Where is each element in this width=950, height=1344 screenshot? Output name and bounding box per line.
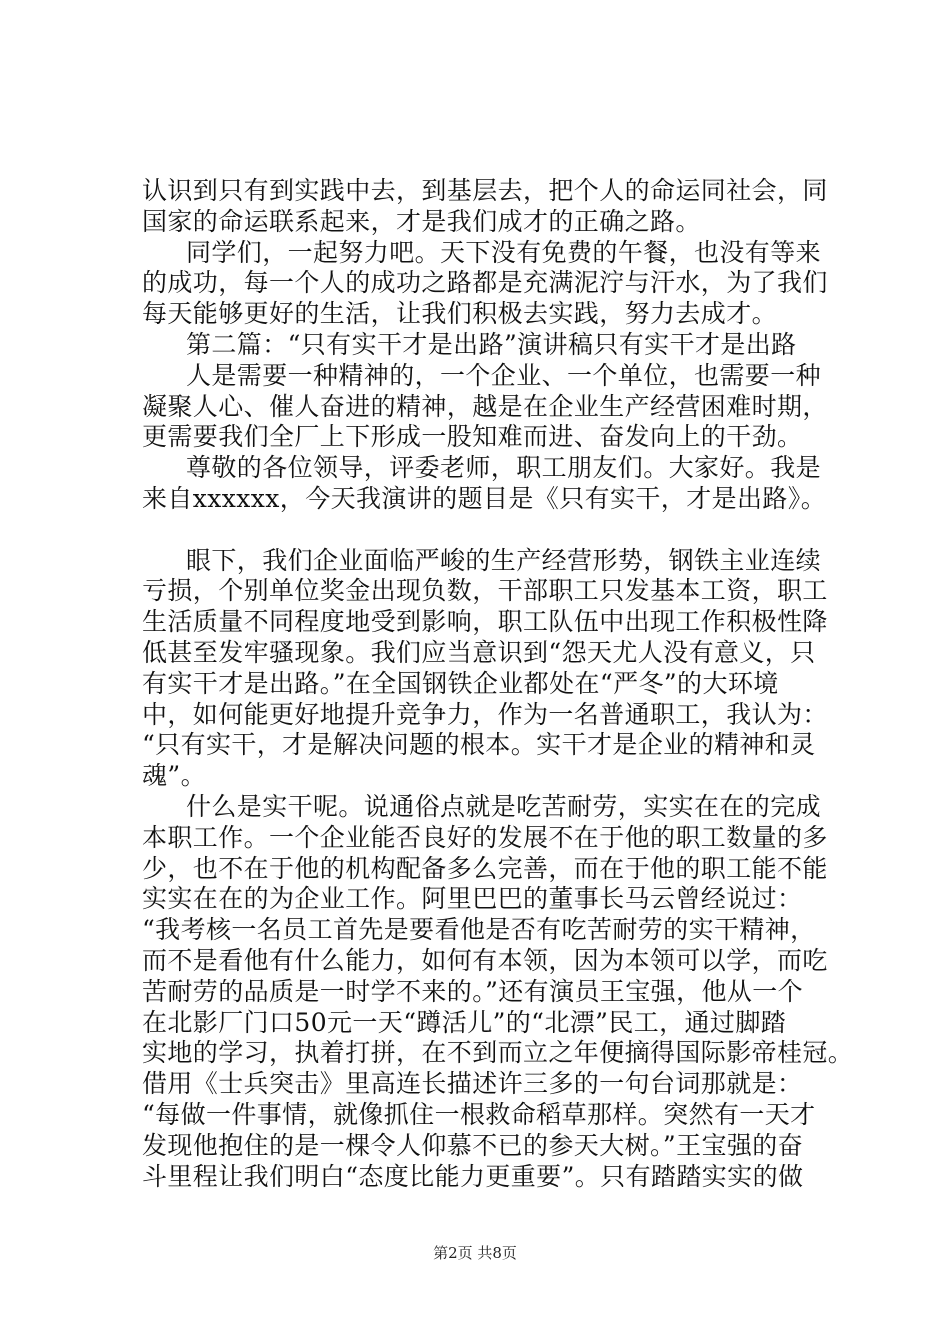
text-line: 什么是实干呢。说通俗点就是吃苦耐劳，实实在在的完成 (186, 791, 822, 821)
text-line: 魂”。 (142, 761, 206, 791)
page-number-footer: 第2页 共8页 (433, 1244, 517, 1262)
text-line: 本职工作。一个企业能否良好的发展不在于他的职工数量的多 (142, 822, 828, 852)
text-line: 生活质量不同程度地受到影响，职工队伍中出现工作积极性降 (142, 607, 828, 637)
text-line: 少，也不在于他的机构配备多么完善，而在于他的职工能不能 (142, 853, 828, 883)
text-line: 实实在在的为企业工作。阿里巴巴的董事长马云曾经说过： (142, 884, 803, 914)
text-line: “只有实干，才是解决问题的根本。实干才是企业的精神和灵 (142, 730, 816, 760)
blank-line (142, 515, 857, 546)
text-line: 而不是看他有什么能力，如何有本领，因为本领可以学，而吃 (142, 945, 828, 975)
text-line: 斗里程让我们明白“态度比能力更重要”。只有踏踏实实的做 (142, 1161, 804, 1191)
text-line: 凝聚人心、催人奋进的精神，越是在企业生产经营困难时期， (142, 391, 828, 421)
text-line: 低甚至发牢骚现象。我们应当意识到“怨天尤人没有意义，只 (142, 637, 816, 667)
text-line: 发现他抱住的是一棵令人仰慕不已的参天大树。”王宝强的奋 (142, 1130, 804, 1160)
text-line: 国家的命运联系起来，才是我们成才的正确之路。 (142, 206, 701, 236)
text-line: 眼下，我们企业面临严峻的生产经营形势，钢铁主业连续 (186, 545, 822, 575)
text-line: 有实干才是出路。”在全国钢铁企业都处在“严冬”的大环境 (142, 668, 779, 698)
text-line: 实地的学习，执着打拼，在不到而立之年便摘得国际影帝桂冠。 (142, 1038, 854, 1068)
text-line: 认识到只有到实践中去，到基层去，把个人的命运同社会，同 (142, 176, 828, 205)
text-line: 每天能够更好的生活，让我们积极去实践，努力去成才。 (142, 299, 778, 329)
text-line: 第二篇：“只有实干才是出路”演讲稿只有实干才是出路 (186, 329, 797, 359)
text-line: “我考核一名员工首先是要看他是否有吃苦耐劳的实干精神， (142, 915, 816, 945)
text-line: 尊敬的各位领导，评委老师，职工朋友们。大家好。我是 (186, 453, 822, 483)
text-line: 的成功，每一个人的成功之路都是充满泥泞与汗水，为了我们 (142, 268, 828, 298)
document-body (142, 176, 857, 1192)
text-line: 来自xxxxxx，今天我演讲的题目是《只有实干，才是出路》。 (142, 483, 827, 513)
text-line: 苦耐劳的品质是一时学不来的。”还有演员王宝强，他从一个 (142, 976, 804, 1006)
text-line: 在北影厂门口50元一天“蹲活儿”的“北漂”民工，通过脚踏 (142, 1007, 787, 1037)
text-line: “每做一件事情，就像抓住一根救命稻草那样。突然有一天才 (142, 1099, 816, 1129)
text-line: 人是需要一种精神的，一个企业、一个单位，也需要一种 (186, 360, 822, 390)
text-line: 亏损，个别单位奖金出现负数，干部职工只发基本工资，职工 (142, 576, 828, 606)
text-line: 更需要我们全厂上下形成一股知难而进、奋发向上的干劲。 (142, 422, 803, 452)
text-line: 借用《士兵突击》里高连长描述许三多的一句台词那就是： (142, 1069, 803, 1099)
text-line: 中，如何能更好地提升竞争力，作为一名普通职工，我认为： (142, 699, 828, 729)
text-line: 同学们，一起努力吧。天下没有免费的午餐，也没有等来 (186, 237, 822, 267)
